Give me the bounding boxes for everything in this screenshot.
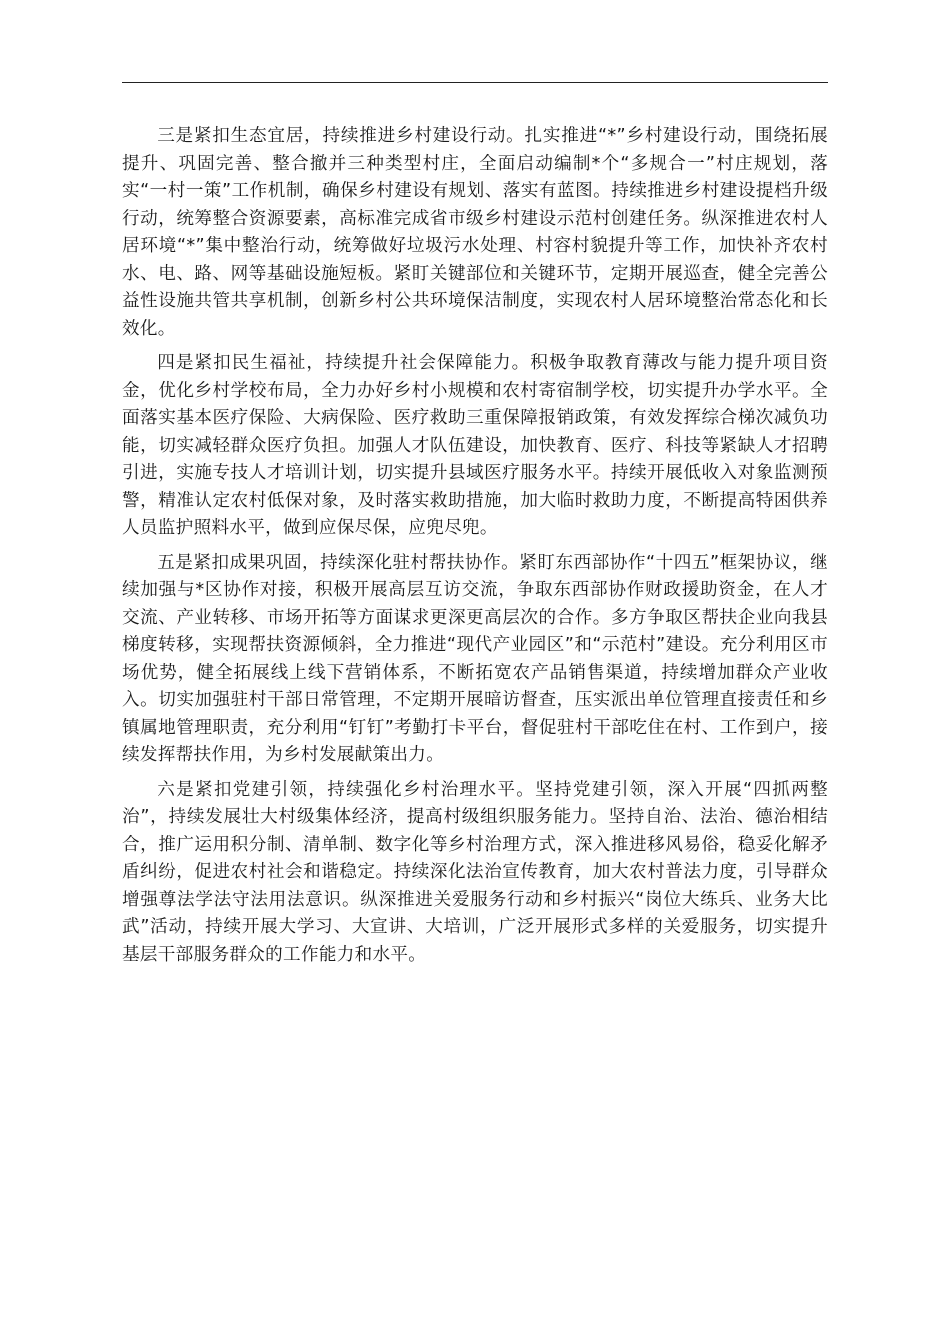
paragraph-ecological-livability: 三是紧扣生态宜居，持续推进乡村建设行动。扎实推进“*”乡村建设行动，围绕拓展提升、巩固完善、整合撤并三种类型村庄，全面启动编制*个“多规合一”村庄规划，落实“一村一策”工作机制，确保乡村建设有规划、落实有蓝图。持续推进乡村建设提档升级行动，统筹整合资源要素，高标准完成省市级乡村建设示范村创建任务。纵深推进农村人居环境“*”集中整治行动，统筹做好垃圾污水处理、村容村貌提升等工作，加快补齐农村水、电、路、网等基础设施短板。紧盯关键部位和关键环节，定期开展巡查，健全完善公益性设施共管共享机制，创新乡村公共环境保洁制度，实现农村人居环境整治常态化和长效化。 xyxy=(122,126,828,339)
paragraph-party-building: 六是紧扣党建引领，持续强化乡村治理水平。坚持党建引领，深入开展“四抓两整治”，持续发展壮大村级集体经济，提高村级组织服务能力。坚持自治、法治、德治相结合，推广运用积分制、清单制、数字化等乡村治理方式，深入推进移风易俗，稳妥化解矛盾纠纷，促进农村社会和谐稳定。持续深化法治宣传教育，加大农村普法力度，引导群众增强尊法学法守法用法意识。纵深推进关爱服务行动和乡村振兴“岗位大练兵、业务大比武”活动，持续开展大学习、大宣讲、大培训，广泛开展形式多样的关爱服务，切实提升基层干部服务群众的工作能力和水平。 xyxy=(122,779,828,965)
paragraph-achievement-consolidation: 五是紧扣成果巩固，持续深化驻村帮扶协作。紧盯东西部协作“十四五”框架协议，继续加强与*区协作对接，积极开展高层互访交流，争取东西部协作财政援助资金，在人才交流、产业转移、市场开拓等方面谋求更深更高层次的合作。多方争取区帮扶企业向我县梯度转移，实现帮扶资源倾斜，全力推进“现代产业园区”和“示范村”建设。充分利用区市场优势，健全拓展线上线下营销体系，不断拓宽农产品销售渠道，持续增加群众产业收入。切实加强驻村干部日常管理，不定期开展暗访督查，压实派出单位管理直接责任和乡镇属地管理职责，充分利用“钉钉”考勤打卡平台，督促驻村干部吃住在村、工作到户，接续发挥帮扶作用，为乡村发展献策出力。 xyxy=(122,552,828,765)
header-rule xyxy=(122,82,828,83)
paragraph-livelihood-welfare: 四是紧扣民生福祉，持续提升社会保障能力。积极争取教育薄改与能力提升项目资金，优化乡村学校布局，全力办好乡村小规模和农村寄宿制学校，切实提升办学水平。全面落实基本医疗保险、大病保险、医疗救助三重保障报销政策，有效发挥综合梯次减负功能，切实减轻群众医疗负担。加强人才队伍建设，加快教育、医疗、科技等紧缺人才招聘引进，实施专技人才培训计划，切实提升县域医疗服务水平。持续开展低收入对象监测预警，精准认定农村低保对象，及时落实救助措施，加大临时救助力度，不断提高特困供养人员监护照料水平，做到应保尽保，应兜尽兜。 xyxy=(122,353,828,538)
document-body xyxy=(122,123,828,976)
